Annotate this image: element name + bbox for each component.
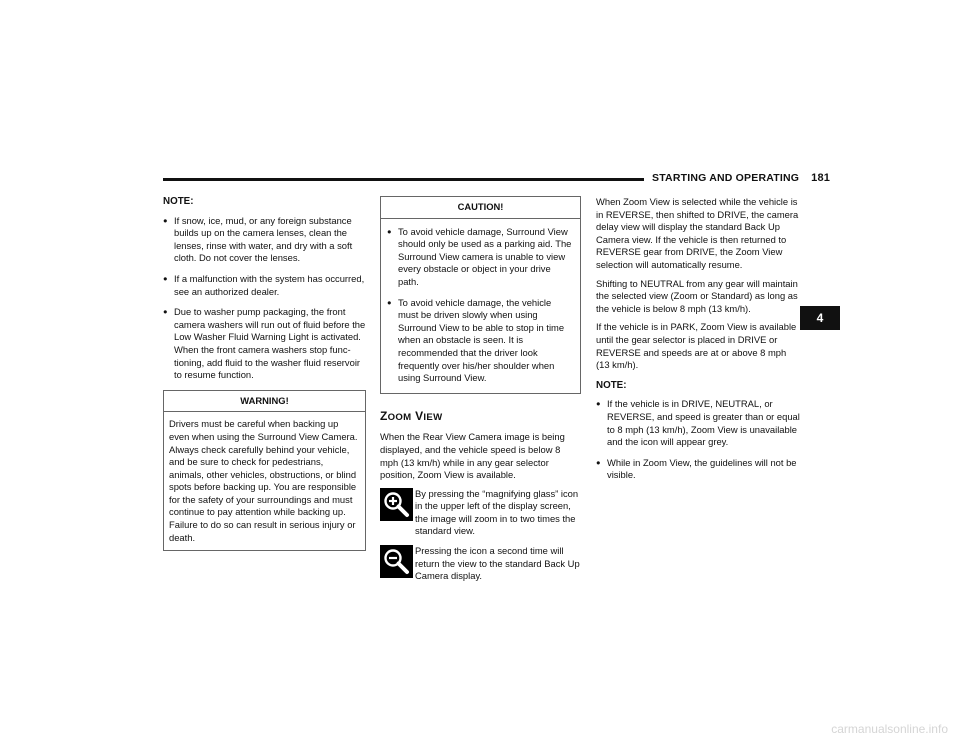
zoom-out-row: [380, 545, 581, 583]
paragraph: When Zoom View is selected while the vehicle is in REVERSE, then shifted to DRIVE, the camera delay view will display the standard Back Up Camera view. If the vehicle is then returned to REVERSE gear from DRIVE, the Zoom View selection will automatically resume.: [596, 196, 799, 270]
chapter-tab: 4: [800, 306, 840, 330]
page-number: 181: [811, 172, 831, 184]
warning-box: [163, 390, 366, 552]
zoom-in-row: [380, 488, 581, 538]
zoom-out-text: Pressing the icon a second time will return the view to the standard Back Up Camera display.: [415, 545, 580, 582]
caution-list: [387, 226, 574, 385]
list-item: ● If the vehicle is in DRIVE, NEUTRAL, or REVERSE, and speed is greater than or equal to 8 mph (13 km/h), Zoom View is unavailable and the icon will appear grey.: [596, 398, 800, 448]
section-title-oom: OOM: [387, 411, 412, 423]
column-right: [596, 196, 800, 490]
section-title-iew: IEW: [423, 411, 443, 423]
section-title-v: V: [415, 408, 424, 423]
section-title-z: Z: [380, 408, 388, 423]
paragraph: If the vehicle is in PARK, Zoom View is available until the gear selector is placed in DRIVE or REVERSE and speeds are at or above 8 mph (13 km/h).: [596, 321, 797, 371]
list-item: ● While in Zoom View, the guidelines will not be visible.: [596, 457, 800, 482]
column-left: [163, 196, 366, 551]
caution-heading: CAUTION!: [381, 197, 580, 219]
note-heading: NOTE:: [596, 379, 627, 391]
list-item: ● If snow, ice, mud, or any foreign substance builds up on the camera lenses, clean the lenses, rinse with water, and dry with a soft cloth. Do not cover the lenses.: [163, 215, 366, 265]
note-list: [596, 398, 800, 482]
note-list: [163, 215, 366, 382]
paragraph: Shifting to NEUTRAL from any gear will maintain the selected view (Zoom or Standard) as long as the vehicle is below 8 mph (13 km/h).: [596, 277, 798, 314]
column-middle: [380, 196, 581, 590]
header-rule: [163, 178, 644, 181]
list-item: ● To avoid vehicle damage, Surround View should only be used as a parking aid. The Surround View camera is unable to view every obstacle or object in your drive path.: [387, 226, 574, 289]
watermark: carmanualsonline.info: [831, 722, 948, 736]
zoom-in-text: By pressing the “magnifying glass” icon in the upper left of the display screen, the image will zoom in to two times the standard view.: [415, 487, 579, 537]
header-title: STARTING AND OPERATING: [652, 172, 800, 184]
zoom-in-magnifier-icon: [380, 488, 413, 521]
list-item: ● To avoid vehicle damage, the vehicle must be driven slowly when using Surround View to be able to stop in time when an obstacle is seen. It is recommended that the driver look frequently over his/her shoulder when using Surround View.: [387, 297, 574, 385]
running-header: [652, 172, 830, 184]
caution-box: [380, 196, 581, 394]
note-heading: NOTE:: [163, 196, 194, 207]
zoom-out-magnifier-icon: [380, 545, 413, 578]
warning-heading: WARNING!: [164, 391, 365, 413]
zoom-intro-paragraph: When the Rear View Camera image is being displayed, and the vehicle speed is below 8 mph (13 km/h) while in any gear selector position, Zoom View is available.: [380, 431, 565, 481]
list-item: ● If a malfunction with the system has occurred, see an authorized dealer.: [163, 273, 366, 298]
section-title-zoom-view: [380, 410, 581, 425]
list-item: ● Due to washer pump packaging, the front camera washers will run out of fluid before the Low Washer Fluid Warning Light is activated. When the front camera washers stop func-tioning, add fluid to the washer fluid reservoir to resume function.: [163, 306, 366, 382]
warning-body: Drivers must be careful when backing up even when using the Surround View Camera. Always check carefully behind your vehicle, and be sure to check for pedestrians, animals, other vehicles, obstructions, or blind spots before backing up. You are responsible for the safety of your surroundings and must continue to pay attention while backing up. Failure to do so can result in serious injury or death.: [169, 418, 358, 543]
caution-body: [381, 219, 580, 385]
